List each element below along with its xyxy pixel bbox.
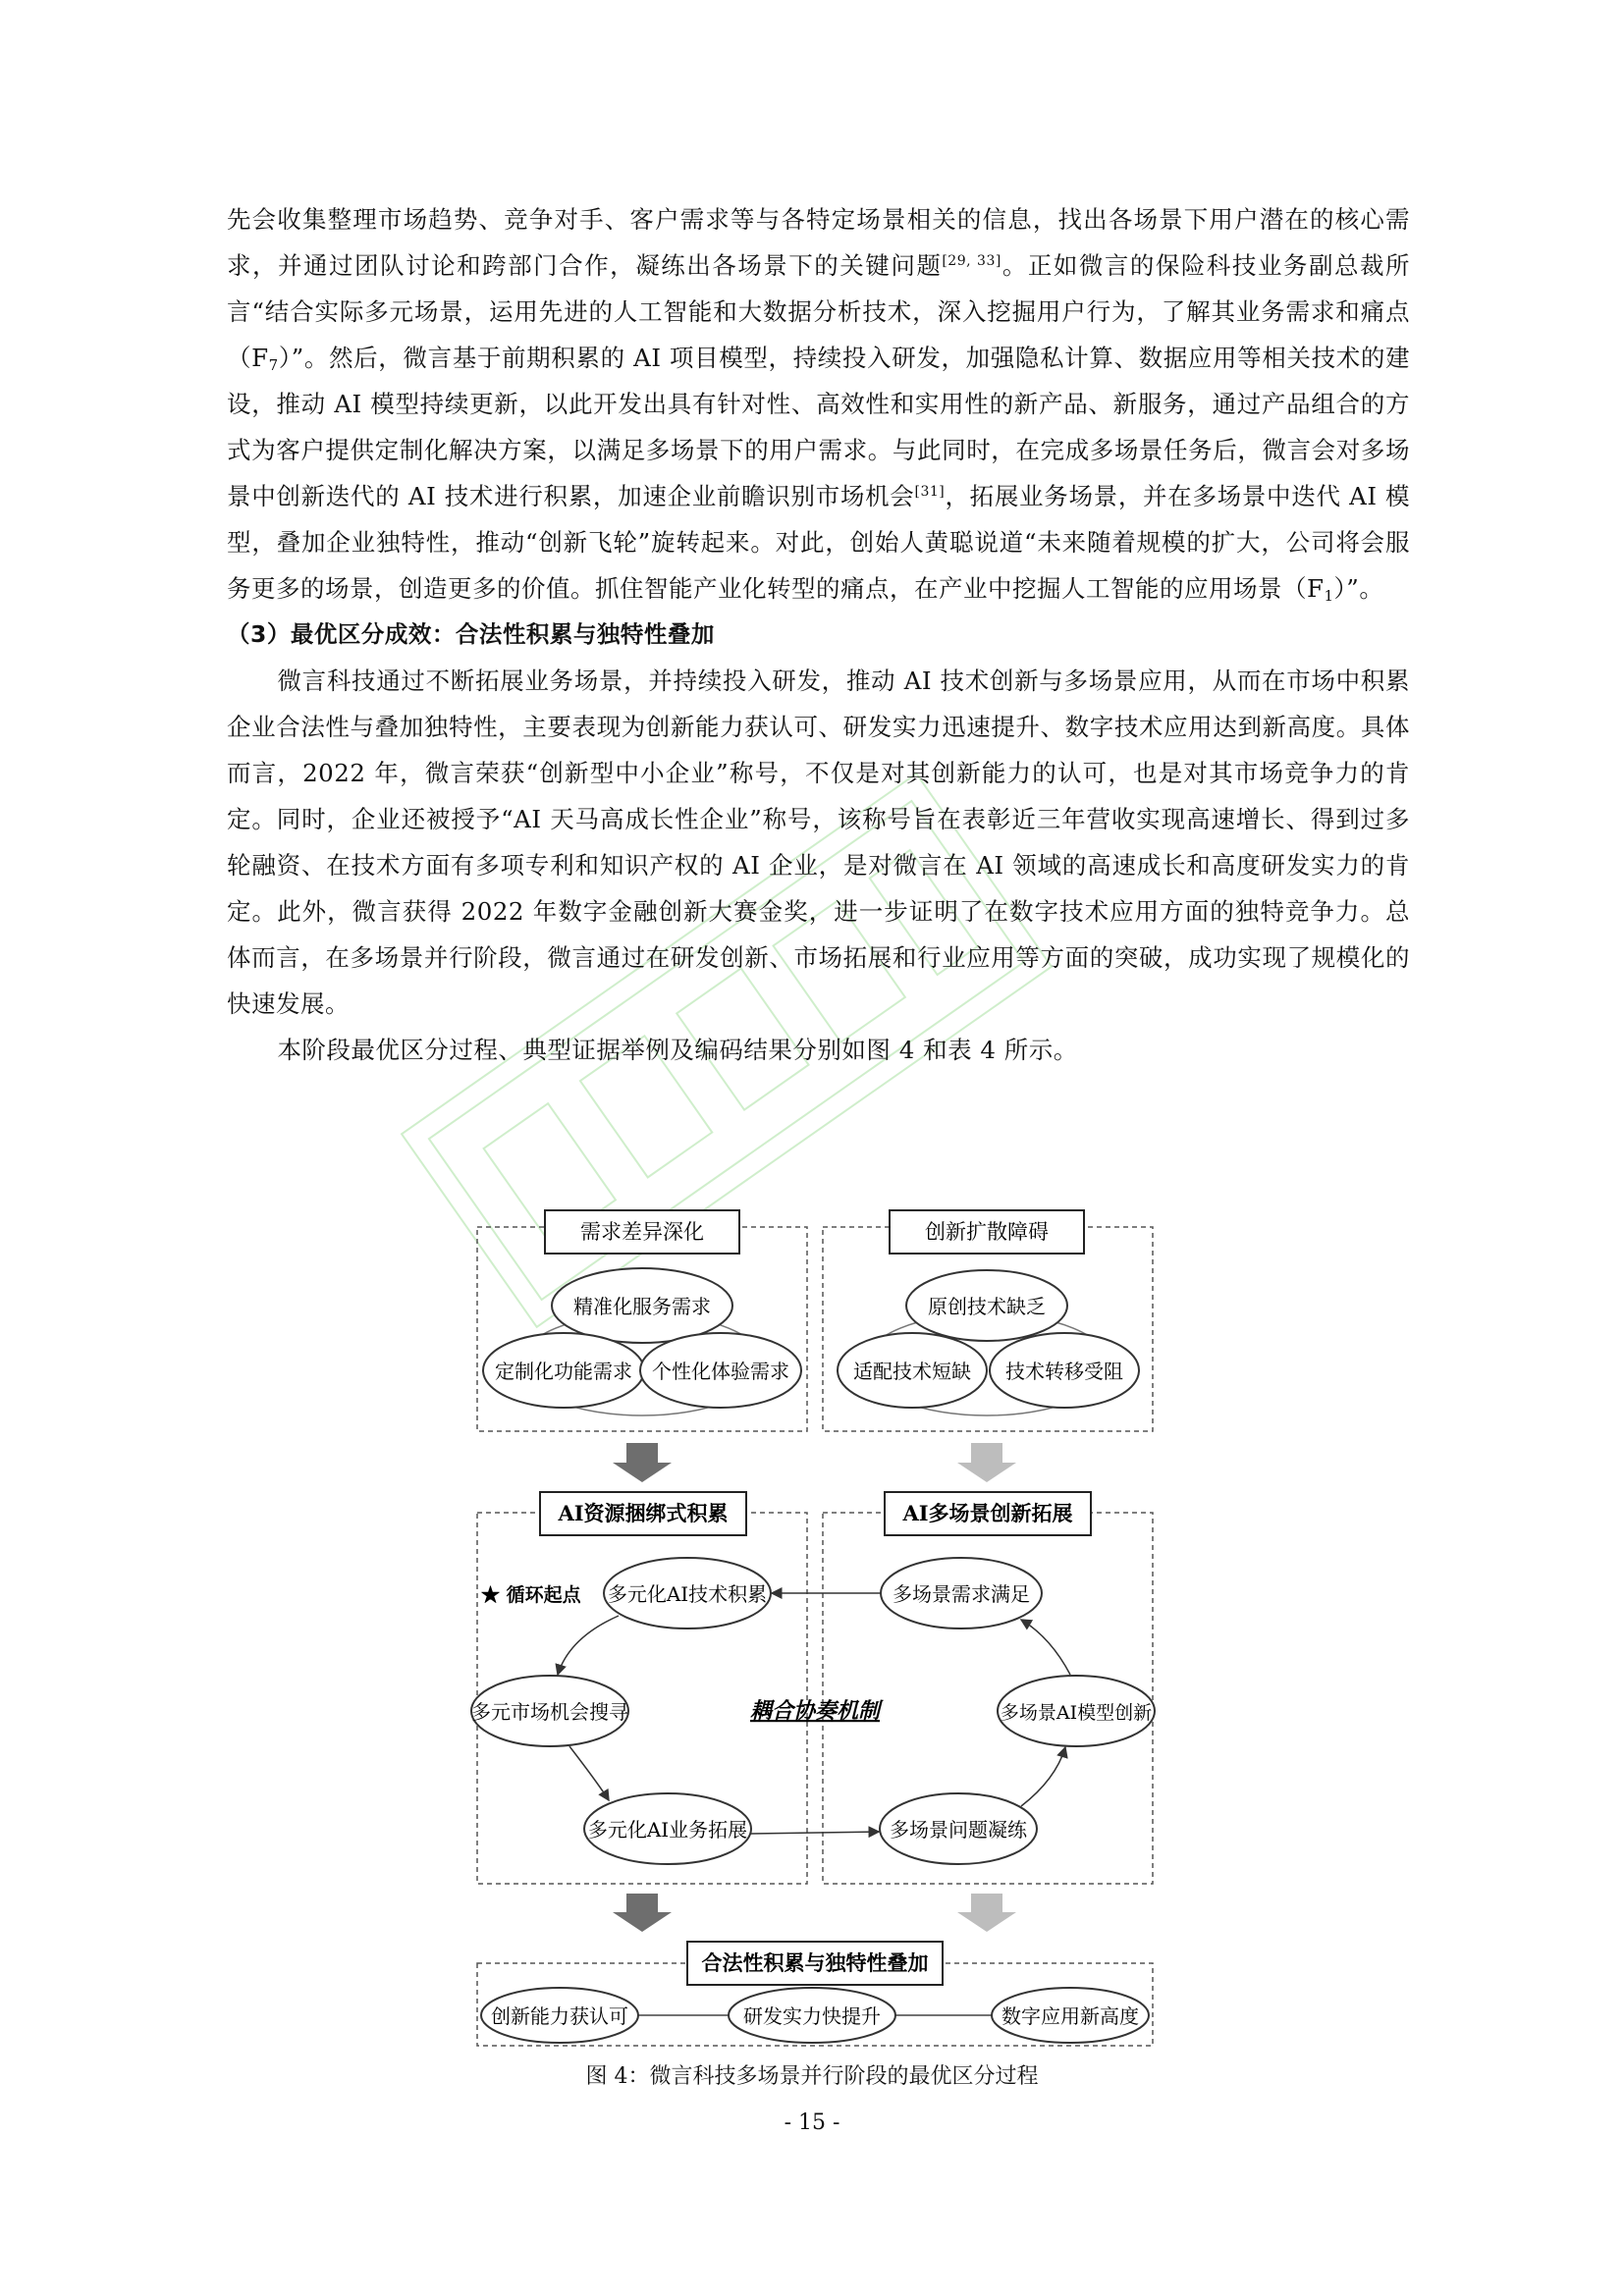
arrow-down-right-2 [957, 1894, 1016, 1932]
p1-text-b: 。正如微言的保险科技业务副总裁所言“结合实际多元场景，运用先进的人工智能和大数据分析技术，深入挖掘用户行为，了解其业务需求和痛点（F [227, 251, 1411, 372]
p1-text-a: 先会收集整理市场趋势、竞争对手、客户需求等与各特定场景相关的信息，找出各场景下用户潜在的核心需求，并通过团队讨论和跨部门合作，凝练出各场景下的关键问题 [227, 205, 1410, 280]
title-ai-multi-scene: AI多场景创新拓展 [902, 1501, 1073, 1525]
body-text [227, 196, 1410, 1073]
label-adapt-tech: 适配技术短缺 [853, 1360, 971, 1383]
arrow-accumulate-to-search [558, 1616, 619, 1675]
p1-text-d: ，拓展业务场景，并在多场景中迭代 AI 模型，叠加企业独特性，推动“创新飞轮”旋转起来。对此，创始人黄聪说道“未来随着规模的扩大，公司将会服务更多的场景，创造更多的价值。抓住智能产业化转型的痛点，在产业中挖掘人工智能的应用场景（F [227, 482, 1410, 603]
label-ai-tech-accumulation: 多元化AI技术积累 [607, 1582, 768, 1606]
title-diffusion-barrier: 创新扩散障碍 [925, 1220, 1049, 1244]
arrow-down-left-1 [613, 1443, 672, 1482]
label-digital-height: 数字应用新高度 [1001, 2004, 1139, 2028]
label-ai-business-expansion: 多元化AI业务拓展 [587, 1818, 748, 1842]
label-cycle-start: ★ 循环起点 [481, 1584, 581, 1606]
arrow-expand-to-refine [751, 1832, 879, 1834]
arrow-search-to-expand [569, 1746, 609, 1800]
arrow-refine-to-model [1021, 1747, 1065, 1806]
label-innovation-recognized: 创新能力获认可 [491, 2004, 628, 2028]
paragraph-3: 本阶段最优区分过程、典型证据举例及编码结果分别如图 4 和表 4 所示。 [277, 1036, 1078, 1064]
p1-text-c: ）”。然后，微言基于前期积累的 AI 项目模型，持续投入研发，加强隐私计算、数据应用等相关技术的建设，推动 AI 模型持续更新，以此开发出具有针对性、高效性和实用性的新产品、新服务，通过产品组合的方式为客户提供定制化解决方案，以满足多场景下的用户需求。与此同时，在完成多场景任务后，微言会对多场景中创新迭代的 AI 技术进行积累，加速企业前瞻识别市场机会 [227, 344, 1410, 510]
section-heading: （3）最优区分成效：合法性积累与独特性叠加 [227, 620, 715, 648]
arrow-down-right-1 [957, 1443, 1016, 1482]
figure-caption: 图 4：微言科技多场景并行阶段的最优区分过程 [585, 2064, 1039, 2089]
label-personal-experience: 个性化体验需求 [652, 1360, 789, 1383]
label-problem-refining: 多场景问题凝练 [890, 1818, 1027, 1842]
citation-31: [31] [914, 484, 946, 500]
label-original-tech: 原创技术缺乏 [928, 1295, 1046, 1318]
subscript-1: 1 [1324, 587, 1334, 605]
arrow-down-left-2 [613, 1894, 672, 1932]
label-coupling-mechanism: 耦合协奏机制 [749, 1698, 881, 1724]
title-demand-deepening: 需求差异深化 [580, 1220, 704, 1244]
title-legitimacy-uniqueness: 合法性积累与独特性叠加 [701, 1950, 929, 1975]
title-ai-resource-bundling: AI资源捆绑式积累 [558, 1501, 729, 1525]
label-ai-model-innovation: 多场景AI模型创新 [1000, 1702, 1153, 1724]
paragraph-1 [227, 196, 1410, 612]
subscript-7: 7 [268, 356, 279, 374]
label-market-search: 多元市场机会搜寻 [471, 1700, 628, 1724]
label-custom-function: 定制化功能需求 [495, 1360, 632, 1383]
paragraph-2: 微言科技通过不断拓展业务场景，并持续投入研发，推动 AI 技术创新与多场景应用，从而在市场中积累企业合法性与叠加独特性，主要表现为创新能力获认可、研发实力迅速提升、数字技术应用达到新高度。具体而言，2022 年，微言荣获“创新型中小企业”称号，不仅是对其创新能力的认可，也是对其市场竞争力的肯定。同时，企业还被授予“AI 天马高成长性企业”称号，该称号旨在表彰近三年营收实现高速增长、得到过多轮融资、在技术方面有多项专利和知识产权的 AI 企业，是对微言在 AI 领域的高速成长和高度研发实力的肯定。此外，微言获得 2022 年数字金融创新大赛金奖，进一步证明了在数字技术应用方面的独特竞争力。总体而言，在多场景并行阶段，微言通过在研发创新、市场拓展和行业应用等方面的突破，成功实现了规模化的快速发展。 [227, 667, 1410, 1018]
label-tech-transfer: 技术转移受阻 [1005, 1360, 1123, 1383]
label-precise-service: 精准化服务需求 [573, 1295, 711, 1318]
figure-4-diagram [461, 1205, 1168, 2050]
label-demand-satisfaction: 多场景需求满足 [893, 1582, 1030, 1606]
arrow-model-to-satisfy [1021, 1620, 1070, 1675]
page-number: - 15 - [784, 2110, 840, 2135]
citation-29-33: [29, 33] [942, 253, 1001, 269]
label-rd-improve: 研发实力快提升 [743, 2004, 881, 2028]
p1-text-e: ）”。 [1333, 574, 1384, 603]
